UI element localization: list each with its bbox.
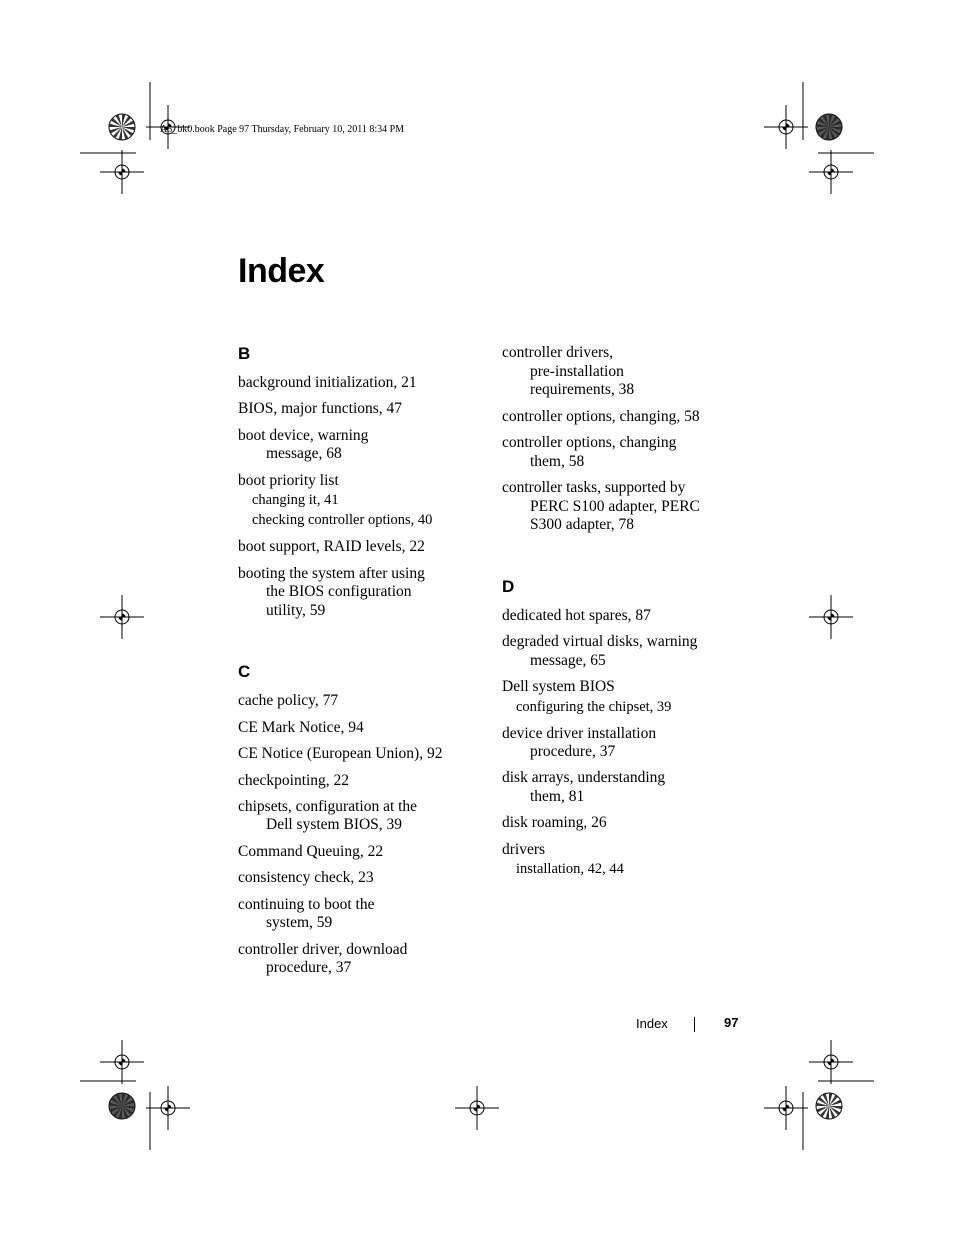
page-number: 97: [724, 1015, 739, 1030]
index-entry: [238, 374, 483, 393]
index-entry-continuation: system, 59: [266, 914, 333, 932]
index-entry-text: Command Queuing, 22: [238, 842, 384, 860]
index-entry: [502, 434, 747, 471]
index-entry: [502, 678, 747, 717]
index-entry: [238, 400, 483, 419]
registration-target-icon: [764, 1086, 808, 1130]
starburst-target-icon: [816, 1093, 842, 1119]
index-entry-continuation: message, 68: [266, 445, 342, 463]
index-entry-continuation: S300 adapter, 78: [530, 516, 634, 534]
index-entry: [502, 725, 747, 762]
index-entry-text: cache policy, 77: [238, 692, 339, 710]
index-entry: [238, 869, 483, 888]
index-column-right: [502, 344, 747, 887]
index-entry-text: drivers: [502, 840, 546, 858]
registration-target-icon: [100, 150, 144, 194]
index-entry: [238, 472, 483, 531]
registration-target-icon: [809, 1040, 853, 1084]
color-bar-dark-icon: [109, 1093, 135, 1119]
index-entry-text: Dell system BIOS: [502, 678, 615, 696]
index-entry-continuation: them, 58: [530, 452, 585, 470]
index-entry-text: CE Notice (European Union), 92: [238, 745, 443, 763]
index-entry-text: booting the system after using: [238, 564, 425, 582]
index-entry: [238, 692, 483, 711]
index-entry-continuation: requirements, 38: [530, 381, 635, 399]
index-entry: [502, 479, 747, 535]
index-entry: [238, 427, 483, 464]
registration-target-icon: [455, 1086, 499, 1130]
index-subentry: installation, 42, 44: [516, 861, 624, 878]
registration-target-icon: [100, 595, 144, 639]
color-bar-dark-icon: [816, 114, 842, 140]
registration-target-icon: [100, 1040, 144, 1084]
index-entry: [502, 769, 747, 806]
index-entry-continuation: Dell system BIOS, 39: [266, 816, 403, 834]
index-entry: [238, 843, 483, 862]
footer-section-label: Index: [636, 1016, 668, 1031]
index-entry-text: device driver installation: [502, 724, 657, 742]
index-entry-text: continuing to boot the: [238, 895, 375, 913]
starburst-target-icon: [109, 114, 135, 140]
index-entry: [502, 814, 747, 833]
index-entry-text: boot priority list: [238, 471, 339, 489]
index-entry-continuation: procedure, 37: [530, 743, 616, 761]
index-entry-continuation: message, 65: [530, 651, 606, 669]
index-entry: [238, 565, 483, 621]
registration-target-icon: [809, 595, 853, 639]
index-entry-continuation: pre-installation: [530, 362, 624, 380]
index-entry-text: background initialization, 21: [238, 374, 417, 391]
index-entry: [502, 633, 747, 670]
index-entry-continuation: utility, 59: [266, 601, 326, 619]
footer-divider: [694, 1017, 695, 1032]
index-entry-text: BIOS, major functions, 47: [238, 400, 403, 418]
index-entry-continuation: procedure, 37: [266, 959, 352, 977]
index-entry-text: boot device, warning: [238, 426, 369, 444]
index-entry: [502, 841, 747, 880]
index-subentry: configuring the chipset, 39: [516, 698, 672, 715]
index-entry-text: controller options, changing: [502, 433, 677, 451]
index-entry: [238, 941, 483, 978]
registration-target-icon: [809, 150, 853, 194]
index-entry-continuation: them, 81: [530, 788, 585, 806]
registration-target-icon: [146, 1086, 190, 1130]
index-entry: [238, 745, 483, 764]
index-entry-text: dedicated hot spares, 87: [502, 606, 651, 624]
index-entry-continuation: the BIOS configuration: [266, 583, 412, 601]
index-entry: [238, 896, 483, 933]
index-entry-text: degraded virtual disks, warning: [502, 633, 698, 651]
index-entry: [238, 719, 483, 738]
index-entry-continuation: PERC S100 adapter, PERC: [530, 497, 700, 515]
registration-target-icon: [764, 105, 808, 149]
index-entry-text: controller drivers,: [502, 344, 614, 361]
index-entry-text: disk arrays, understanding: [502, 769, 666, 787]
index-letter-b: B: [238, 344, 251, 363]
index-subentry: changing it, 41: [252, 492, 339, 509]
index-entry-text: consistency check, 23: [238, 869, 374, 887]
index-entry: [238, 798, 483, 835]
index-column-left: [238, 344, 483, 986]
index-entry: [238, 772, 483, 791]
index-entry-text: boot support, RAID levels, 22: [238, 538, 425, 556]
index-entry-text: controller tasks, supported by: [502, 478, 686, 496]
index-letter-c: C: [238, 662, 251, 682]
index-entry-text: CE Mark Notice, 94: [238, 718, 364, 736]
index-entry: [238, 538, 483, 557]
index-subentry: checking controller options, 40: [252, 512, 433, 529]
index-entry-text: checkpointing, 22: [238, 771, 350, 789]
index-entry: [502, 344, 747, 400]
index-entry: [502, 408, 747, 427]
index-entry: [502, 607, 747, 626]
print-slug-header: A5_bk0.book Page 97 Thursday, February 10, 2011 8:34 PM: [160, 124, 405, 135]
index-entry-text: disk roaming, 26: [502, 814, 607, 832]
index-entry-text: controller driver, download: [238, 940, 408, 958]
index-letter-d: D: [502, 576, 515, 596]
page-title: Index: [238, 252, 325, 290]
index-entry-text: chipsets, configuration at the: [238, 797, 418, 815]
index-entry-text: controller options, changing, 58: [502, 407, 700, 425]
